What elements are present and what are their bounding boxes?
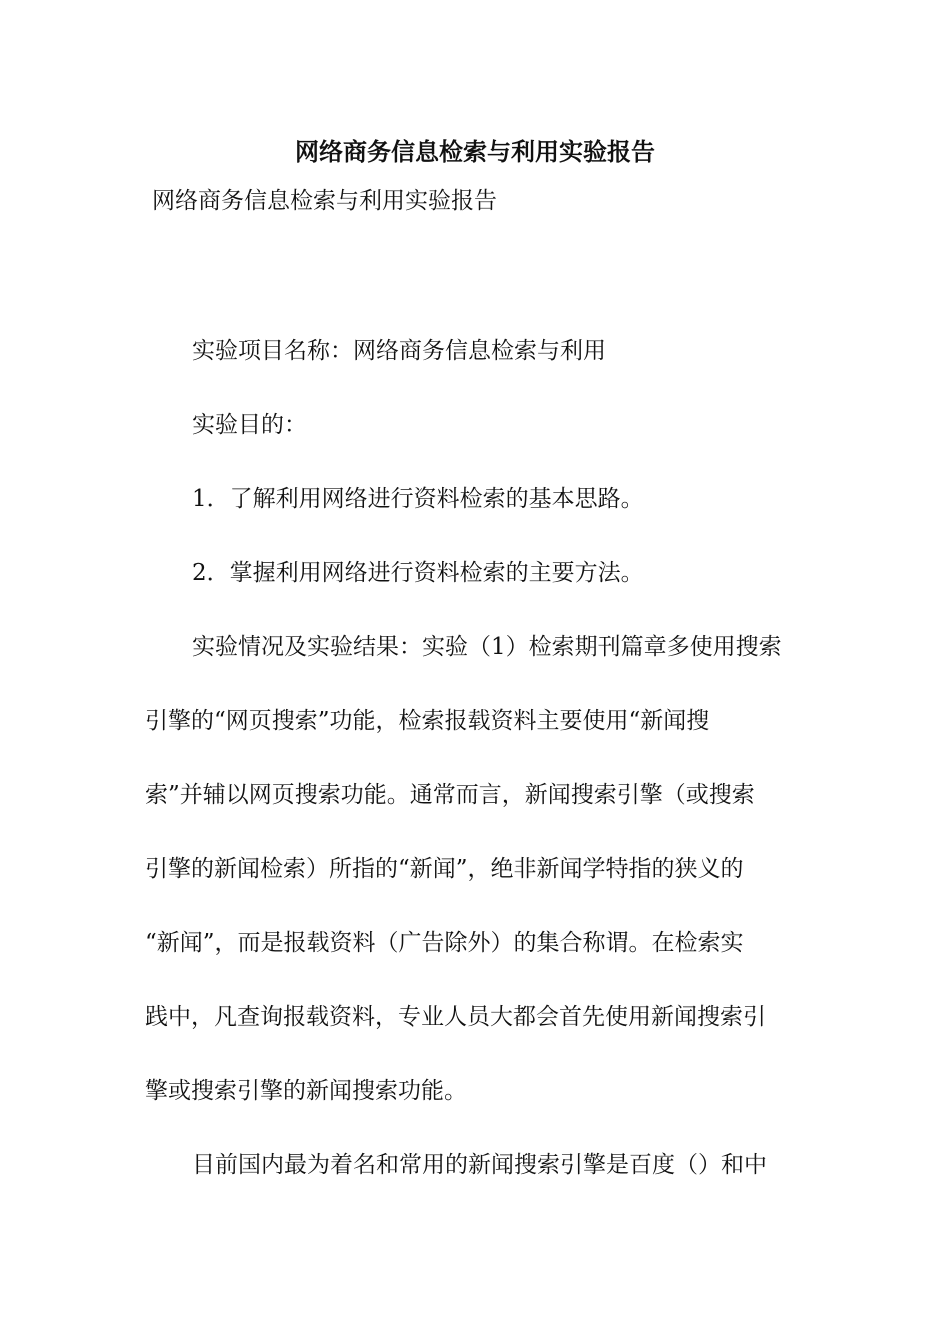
results-paragraph-line: 践中，凡查询报载资料，专业人员大都会首先使用新闻搜索引 — [145, 1004, 766, 1030]
results-paragraph-line: “新闻”，而是报载资料（广告除外）的集合称谓。在检索实 — [145, 930, 744, 956]
experiment-purpose-heading: 实验目的： — [192, 412, 307, 438]
purpose-item-2: 2．掌握利用网络进行资料检索的主要方法。 — [192, 560, 644, 586]
news-engine-paragraph-line: 目前国内最为着名和常用的新闻搜索引擎是百度（）和中 — [192, 1152, 767, 1178]
results-paragraph-line: 引擎的新闻检索）所指的“新闻”，绝非新闻学特指的狭义的 — [145, 856, 744, 882]
document-subtitle: 网络商务信息检索与利用实验报告 — [152, 188, 497, 214]
document-title: 网络商务信息检索与利用实验报告 — [295, 138, 655, 166]
results-paragraph-line: 擎或搜索引擎的新闻搜索功能。 — [145, 1078, 467, 1104]
results-paragraph-line: 引擎的“网页搜索”功能，检索报载资料主要使用“新闻搜 — [145, 708, 710, 734]
results-paragraph-line: 索”并辅以网页搜索功能。通常而言，新闻搜索引擎（或搜索 — [145, 782, 755, 808]
results-paragraph-line: 实验情况及实验结果：实验（1）检索期刊篇章多使用搜索 — [192, 634, 782, 660]
purpose-item-1: 1．了解利用网络进行资料检索的基本思路。 — [192, 486, 644, 512]
experiment-name-line: 实验项目名称：网络商务信息检索与利用 — [192, 338, 606, 364]
